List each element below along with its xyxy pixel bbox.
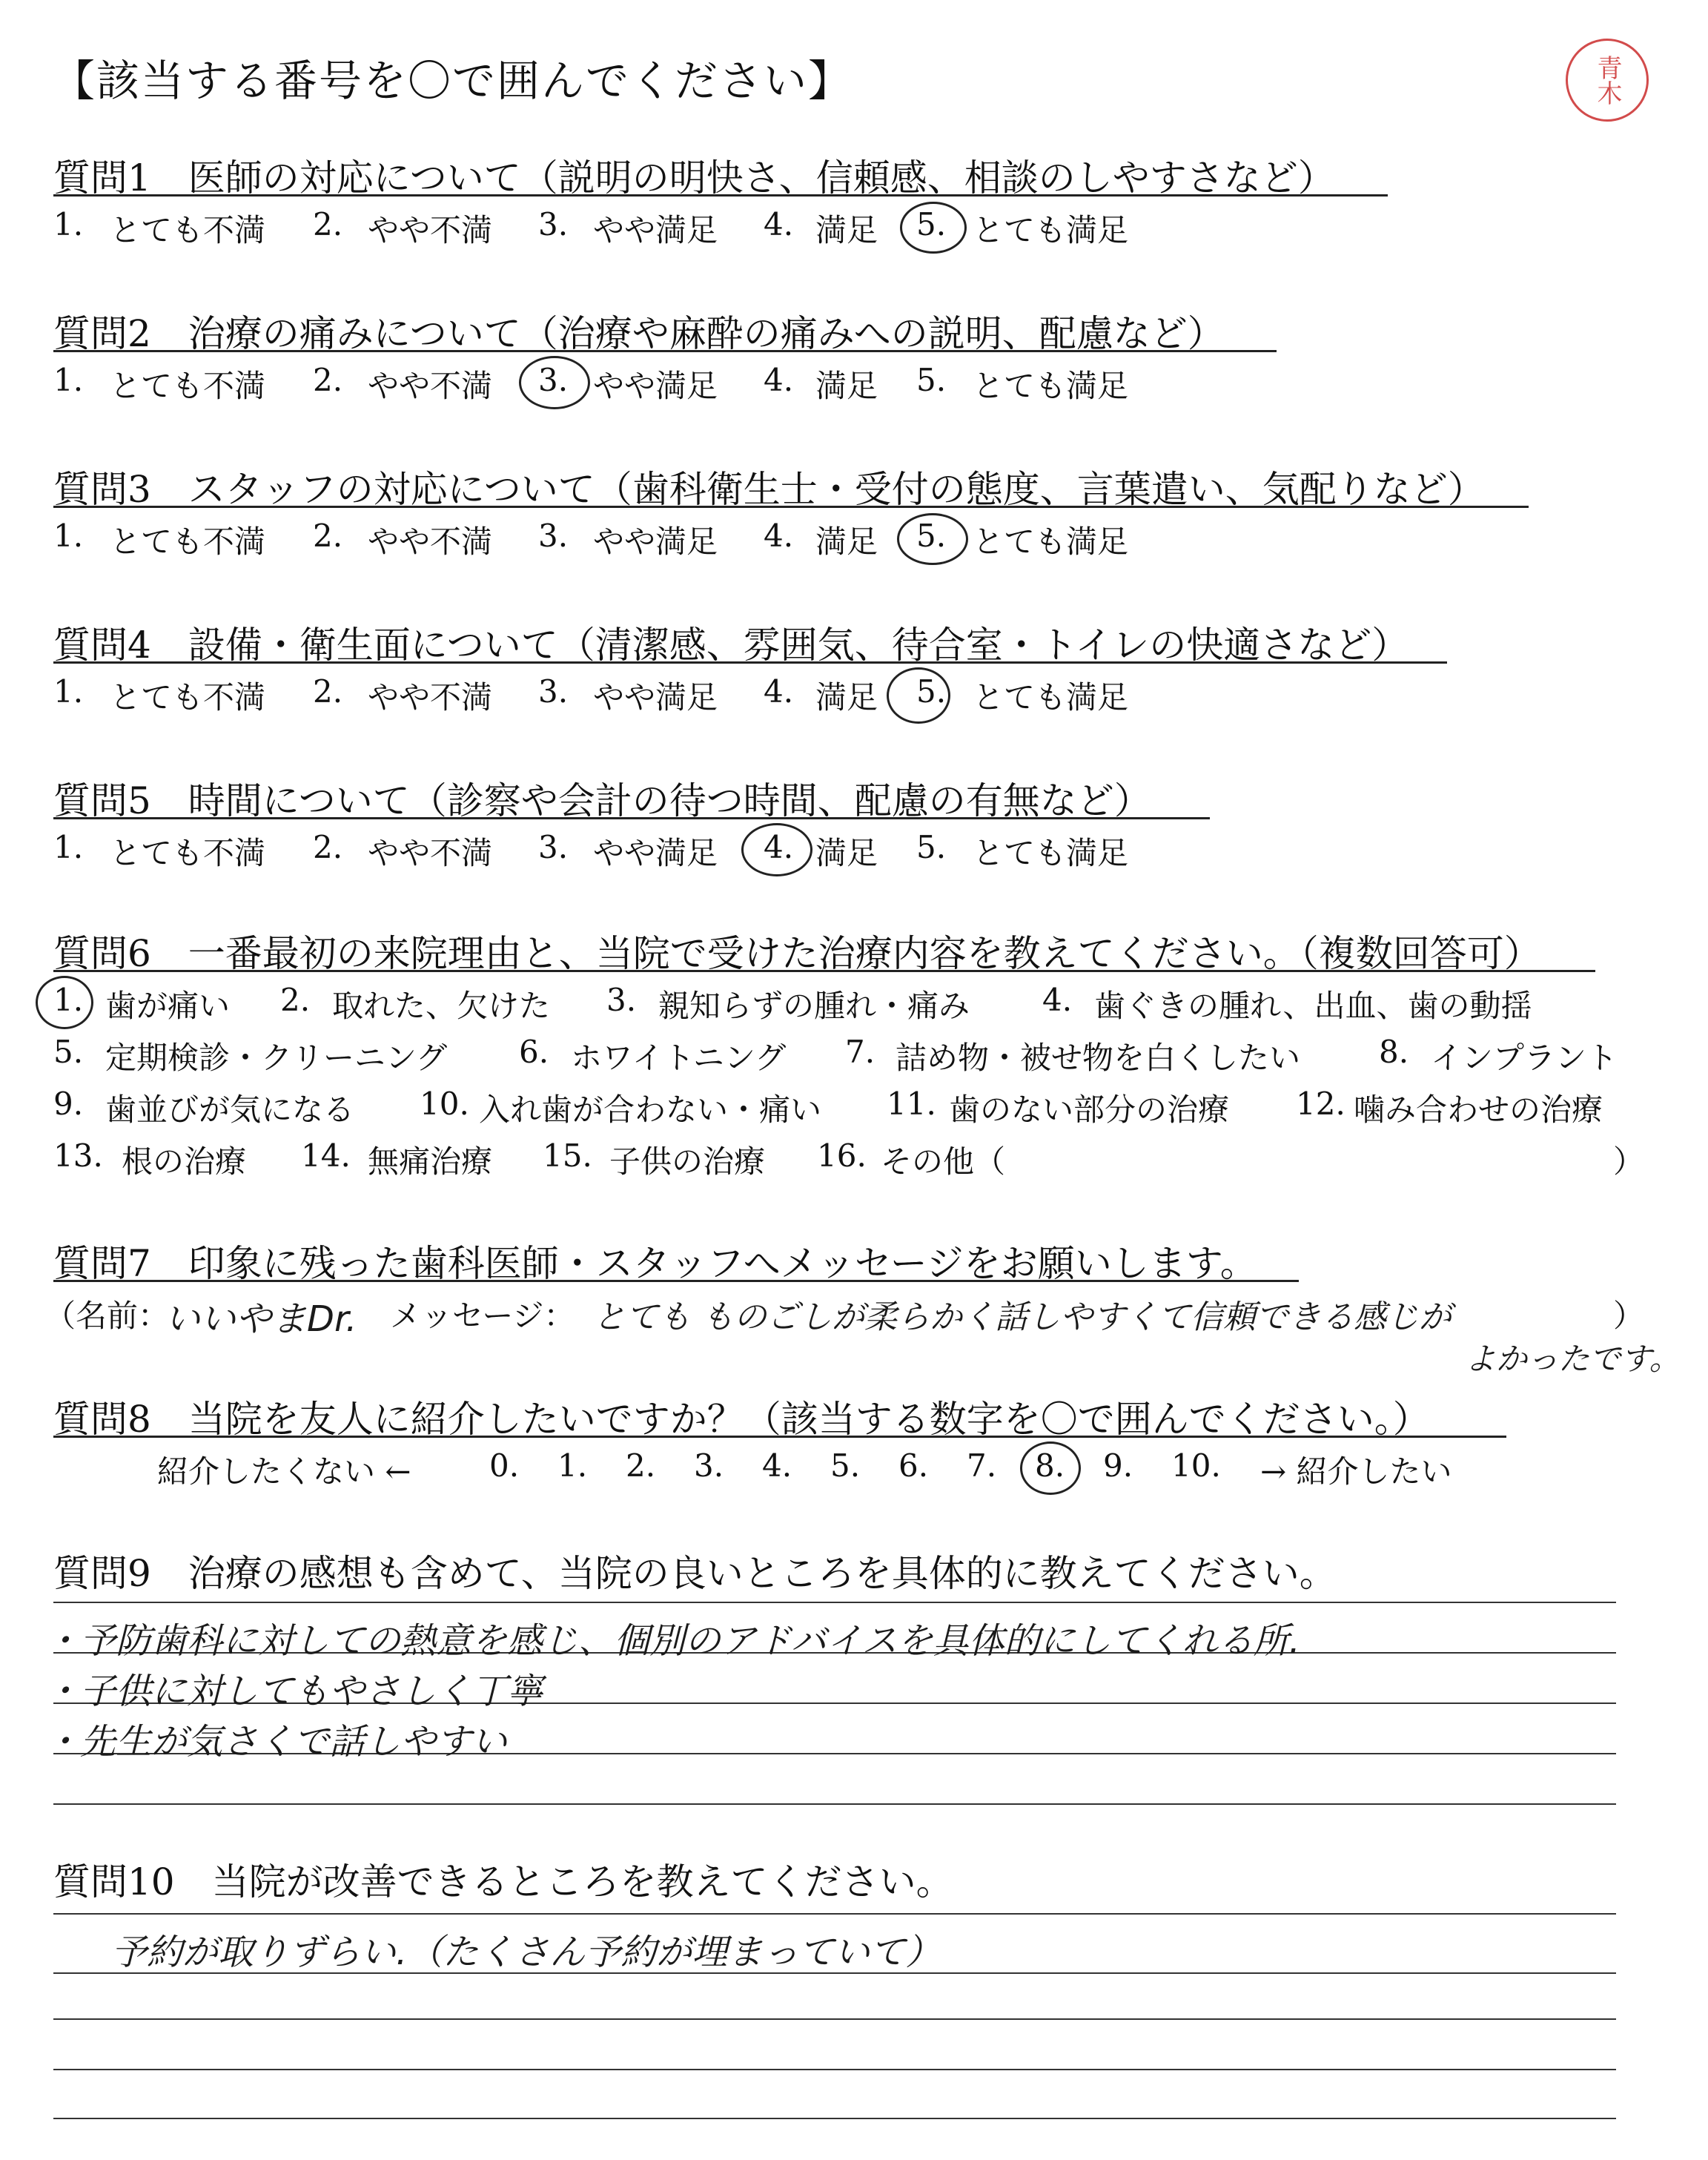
option-text: 満足 bbox=[815, 524, 878, 560]
option-text: やや不満 bbox=[368, 368, 493, 404]
question-2-label: 質問2 治療の痛みについて（治療や麻酔の痛みへの説明、配慮など） bbox=[53, 312, 1225, 355]
option-text: やや不満 bbox=[368, 524, 493, 560]
answer-line bbox=[53, 1803, 1616, 1805]
option-text: 歯のない部分の治療 bbox=[949, 1091, 1230, 1128]
option-text: とても満足 bbox=[973, 835, 1129, 871]
answer-line bbox=[53, 2069, 1616, 2070]
question-7-underline bbox=[53, 1280, 1299, 1282]
option-num[interactable]: 1. bbox=[53, 518, 84, 554]
option-text: やや満足 bbox=[593, 368, 718, 404]
option-num[interactable]: 3. bbox=[538, 829, 569, 865]
option-num[interactable]: 4. bbox=[764, 829, 794, 865]
question-3-underline bbox=[53, 506, 1529, 508]
option-text: やや満足 bbox=[593, 524, 718, 560]
option-num[interactable]: 5. bbox=[916, 673, 947, 710]
answer-line bbox=[53, 1913, 1616, 1915]
option-num[interactable]: 7. bbox=[845, 1034, 875, 1070]
seal-stamp bbox=[1566, 39, 1649, 122]
selected-circle bbox=[519, 356, 590, 409]
selected-circle bbox=[741, 823, 812, 876]
message-value[interactable]: とても ものごしが柔らかく話しやすくて信頼できる感じが bbox=[593, 1298, 1452, 1336]
option-text: やや不満 bbox=[368, 212, 493, 248]
name-value[interactable]: いいやまDr. bbox=[165, 1298, 357, 1340]
selected-circle bbox=[887, 667, 950, 724]
option-num[interactable]: 1. bbox=[53, 673, 84, 710]
option-num[interactable]: 9. bbox=[53, 1086, 84, 1122]
question-6-label: 質問6 一番最初の来院理由と、当院で受けた治療内容を教えてください。（複数回答可） bbox=[53, 932, 1541, 975]
option-num[interactable]: 2. bbox=[313, 362, 343, 398]
answer-line bbox=[53, 2118, 1616, 2119]
option-text: 取れた、欠けた bbox=[332, 988, 551, 1024]
answer-text[interactable]: ・予防歯科に対しての熱意を感じ、個別のアドバイスを具体的にしてくれる所. bbox=[44, 1620, 1300, 1662]
option-num[interactable]: 3. bbox=[538, 206, 569, 242]
option-num[interactable]: 5. bbox=[916, 206, 947, 242]
option-num[interactable]: 5. bbox=[916, 518, 947, 554]
page-title: 【該当する番号を〇で囲んでください】 bbox=[52, 56, 853, 106]
option-text: 満足 bbox=[815, 212, 878, 248]
option-close-paren: ） bbox=[1613, 1143, 1645, 1180]
option-num[interactable]: 12. bbox=[1296, 1086, 1345, 1122]
option-num[interactable]: 5. bbox=[916, 829, 947, 865]
option-num[interactable]: 3. bbox=[538, 518, 569, 554]
answer-text[interactable]: 予約が取りずらい.（たくさん予約が埋まっていて） bbox=[111, 1932, 941, 1973]
option-text: 無痛治療 bbox=[368, 1143, 493, 1180]
option-text: 詰め物・被せ物を白くしたい bbox=[896, 1040, 1301, 1076]
option-num[interactable]: 2. bbox=[313, 673, 343, 710]
answer-text[interactable]: ・先生が気さくで話しやすい bbox=[44, 1721, 508, 1763]
option-text: 歯並びが気になる bbox=[105, 1091, 355, 1128]
scale-left-label: 紹介したくない ← bbox=[157, 1453, 411, 1490]
option-text: とても不満 bbox=[110, 835, 266, 871]
option-num[interactable]: 1. bbox=[53, 206, 84, 242]
option-text: やや不満 bbox=[368, 835, 493, 871]
selected-circle bbox=[1020, 1441, 1081, 1495]
option-num[interactable]: 4. bbox=[764, 206, 794, 242]
option-text: 定期検診・クリーニング bbox=[105, 1040, 448, 1076]
option-num[interactable]: 15. bbox=[543, 1137, 592, 1174]
scale-option[interactable]: 5. bbox=[830, 1447, 861, 1484]
option-text: とても不満 bbox=[110, 524, 266, 560]
message-label: メッセージ： bbox=[390, 1298, 575, 1334]
question-5-label: 質問5 時間について（診察や会計の待つ時間、配慮の有無など） bbox=[53, 779, 1151, 822]
option-text: やや不満 bbox=[368, 679, 493, 716]
scale-option[interactable]: 2. bbox=[626, 1447, 656, 1484]
question-10-label: 質問10 当院が改善できるところを教えてください。 bbox=[53, 1860, 953, 1903]
option-num[interactable]: 3. bbox=[538, 673, 569, 710]
option-num[interactable]: 2. bbox=[313, 518, 343, 554]
option-num[interactable]: 4. bbox=[764, 518, 794, 554]
scale-option[interactable]: 1. bbox=[557, 1447, 588, 1484]
answer-line bbox=[53, 1602, 1616, 1603]
scale-option[interactable]: 7. bbox=[967, 1447, 997, 1484]
option-num[interactable]: 3. bbox=[606, 982, 637, 1018]
option-text: やや満足 bbox=[593, 212, 718, 248]
option-text: 入れ歯が合わない・痛い bbox=[479, 1091, 822, 1128]
selected-circle bbox=[36, 976, 93, 1029]
question-8-label: 質問8 当院を友人に紹介したいですか？（該当する数字を〇で囲んでください。） bbox=[53, 1398, 1430, 1441]
message-close-paren: ） bbox=[1613, 1298, 1645, 1334]
scale-option[interactable]: 10. bbox=[1171, 1447, 1221, 1484]
option-num[interactable]: 4. bbox=[764, 362, 794, 398]
option-text: 満足 bbox=[815, 835, 878, 871]
option-text: やや満足 bbox=[593, 835, 718, 871]
option-text: 歯ぐきの腫れ、出血、歯の動揺 bbox=[1094, 988, 1532, 1024]
option-num[interactable]: 5. bbox=[53, 1034, 84, 1070]
stamp-text: 青木 bbox=[1592, 55, 1622, 105]
scale-option[interactable]: 0. bbox=[489, 1447, 520, 1484]
option-text: 噛み合わせの治療 bbox=[1354, 1091, 1603, 1128]
option-text: ホワイトニング bbox=[571, 1040, 787, 1076]
question-3-label: 質問3 スタッフの対応について（歯科衛生士・受付の態度、言葉遣い、気配りなど） bbox=[53, 468, 1485, 511]
option-text: 親知らずの腫れ・痛み bbox=[658, 988, 970, 1024]
option-num[interactable]: 13. bbox=[53, 1137, 103, 1174]
scale-option[interactable]: 4. bbox=[762, 1447, 792, 1484]
option-num[interactable]: 14. bbox=[301, 1137, 351, 1174]
question-1-label: 質問1 医師の対応について（説明の明快さ、信頼感、相談のしやすさなど） bbox=[53, 156, 1335, 199]
option-text: とても不満 bbox=[110, 679, 266, 716]
option-num[interactable]: 10. bbox=[420, 1086, 469, 1122]
option-num[interactable]: 2. bbox=[313, 206, 343, 242]
option-text: とても満足 bbox=[973, 212, 1129, 248]
answer-text[interactable]: ・子供に対してもやさしく丁寧 bbox=[44, 1671, 543, 1712]
question-5-underline bbox=[53, 817, 1210, 819]
option-text: インプラント bbox=[1431, 1040, 1618, 1076]
name-label: （名前： bbox=[44, 1298, 170, 1334]
question-4-underline bbox=[53, 661, 1447, 664]
option-num[interactable]: 1. bbox=[53, 982, 84, 1018]
option-text: その他（ bbox=[881, 1143, 1006, 1180]
option-text: 満足 bbox=[815, 679, 878, 716]
selected-circle bbox=[897, 513, 968, 565]
scale-right-label: → 紹介したい bbox=[1260, 1453, 1452, 1490]
answer-line bbox=[53, 2018, 1616, 2020]
option-text: やや満足 bbox=[593, 679, 718, 716]
question-9-label: 質問9 治療の感想も含めて、当院の良いところを具体的に教えてください。 bbox=[53, 1552, 1337, 1595]
selected-circle bbox=[900, 202, 967, 254]
option-text: とても満足 bbox=[973, 679, 1129, 716]
scale-option[interactable]: 9. bbox=[1103, 1447, 1133, 1484]
option-text: 子供の治療 bbox=[609, 1143, 766, 1180]
option-num[interactable]: 2. bbox=[280, 982, 311, 1018]
question-8-underline bbox=[53, 1436, 1506, 1438]
question-4-label: 質問4 設備・衛生面について（清潔感、雰囲気、待合室・トイレの快適さなど） bbox=[53, 624, 1409, 667]
option-text: とても満足 bbox=[973, 368, 1129, 404]
option-num[interactable]: 3. bbox=[538, 362, 569, 398]
option-num[interactable]: 1. bbox=[53, 362, 84, 398]
option-num[interactable]: 4. bbox=[764, 673, 794, 710]
option-text: とても満足 bbox=[973, 524, 1129, 560]
option-num[interactable]: 16. bbox=[817, 1137, 867, 1174]
scale-option[interactable]: 8. bbox=[1035, 1447, 1065, 1484]
option-num[interactable]: 11. bbox=[887, 1086, 936, 1122]
question-7-label: 質問7 印象に残った歯科医師・スタッフへメッセージをお願いします。 bbox=[53, 1242, 1257, 1285]
option-num[interactable]: 4. bbox=[1042, 982, 1073, 1018]
option-text: 歯が痛い bbox=[105, 988, 231, 1024]
option-num[interactable]: 1. bbox=[53, 829, 84, 865]
message-value-continued[interactable]: よかったです。 bbox=[1465, 1341, 1681, 1377]
option-num[interactable]: 8. bbox=[1379, 1034, 1409, 1070]
option-num[interactable]: 2. bbox=[313, 829, 343, 865]
option-text: 根の治療 bbox=[122, 1143, 247, 1180]
scale-option[interactable]: 3. bbox=[694, 1447, 724, 1484]
option-text: とても不満 bbox=[110, 368, 266, 404]
option-text: とても不満 bbox=[110, 212, 266, 248]
option-num[interactable]: 6. bbox=[519, 1034, 549, 1070]
option-text: 満足 bbox=[815, 368, 878, 404]
question-2-underline bbox=[53, 350, 1277, 352]
option-num[interactable]: 5. bbox=[916, 362, 947, 398]
question-6-underline bbox=[53, 970, 1595, 972]
scale-option[interactable]: 6. bbox=[898, 1447, 929, 1484]
question-1-underline bbox=[53, 194, 1388, 196]
